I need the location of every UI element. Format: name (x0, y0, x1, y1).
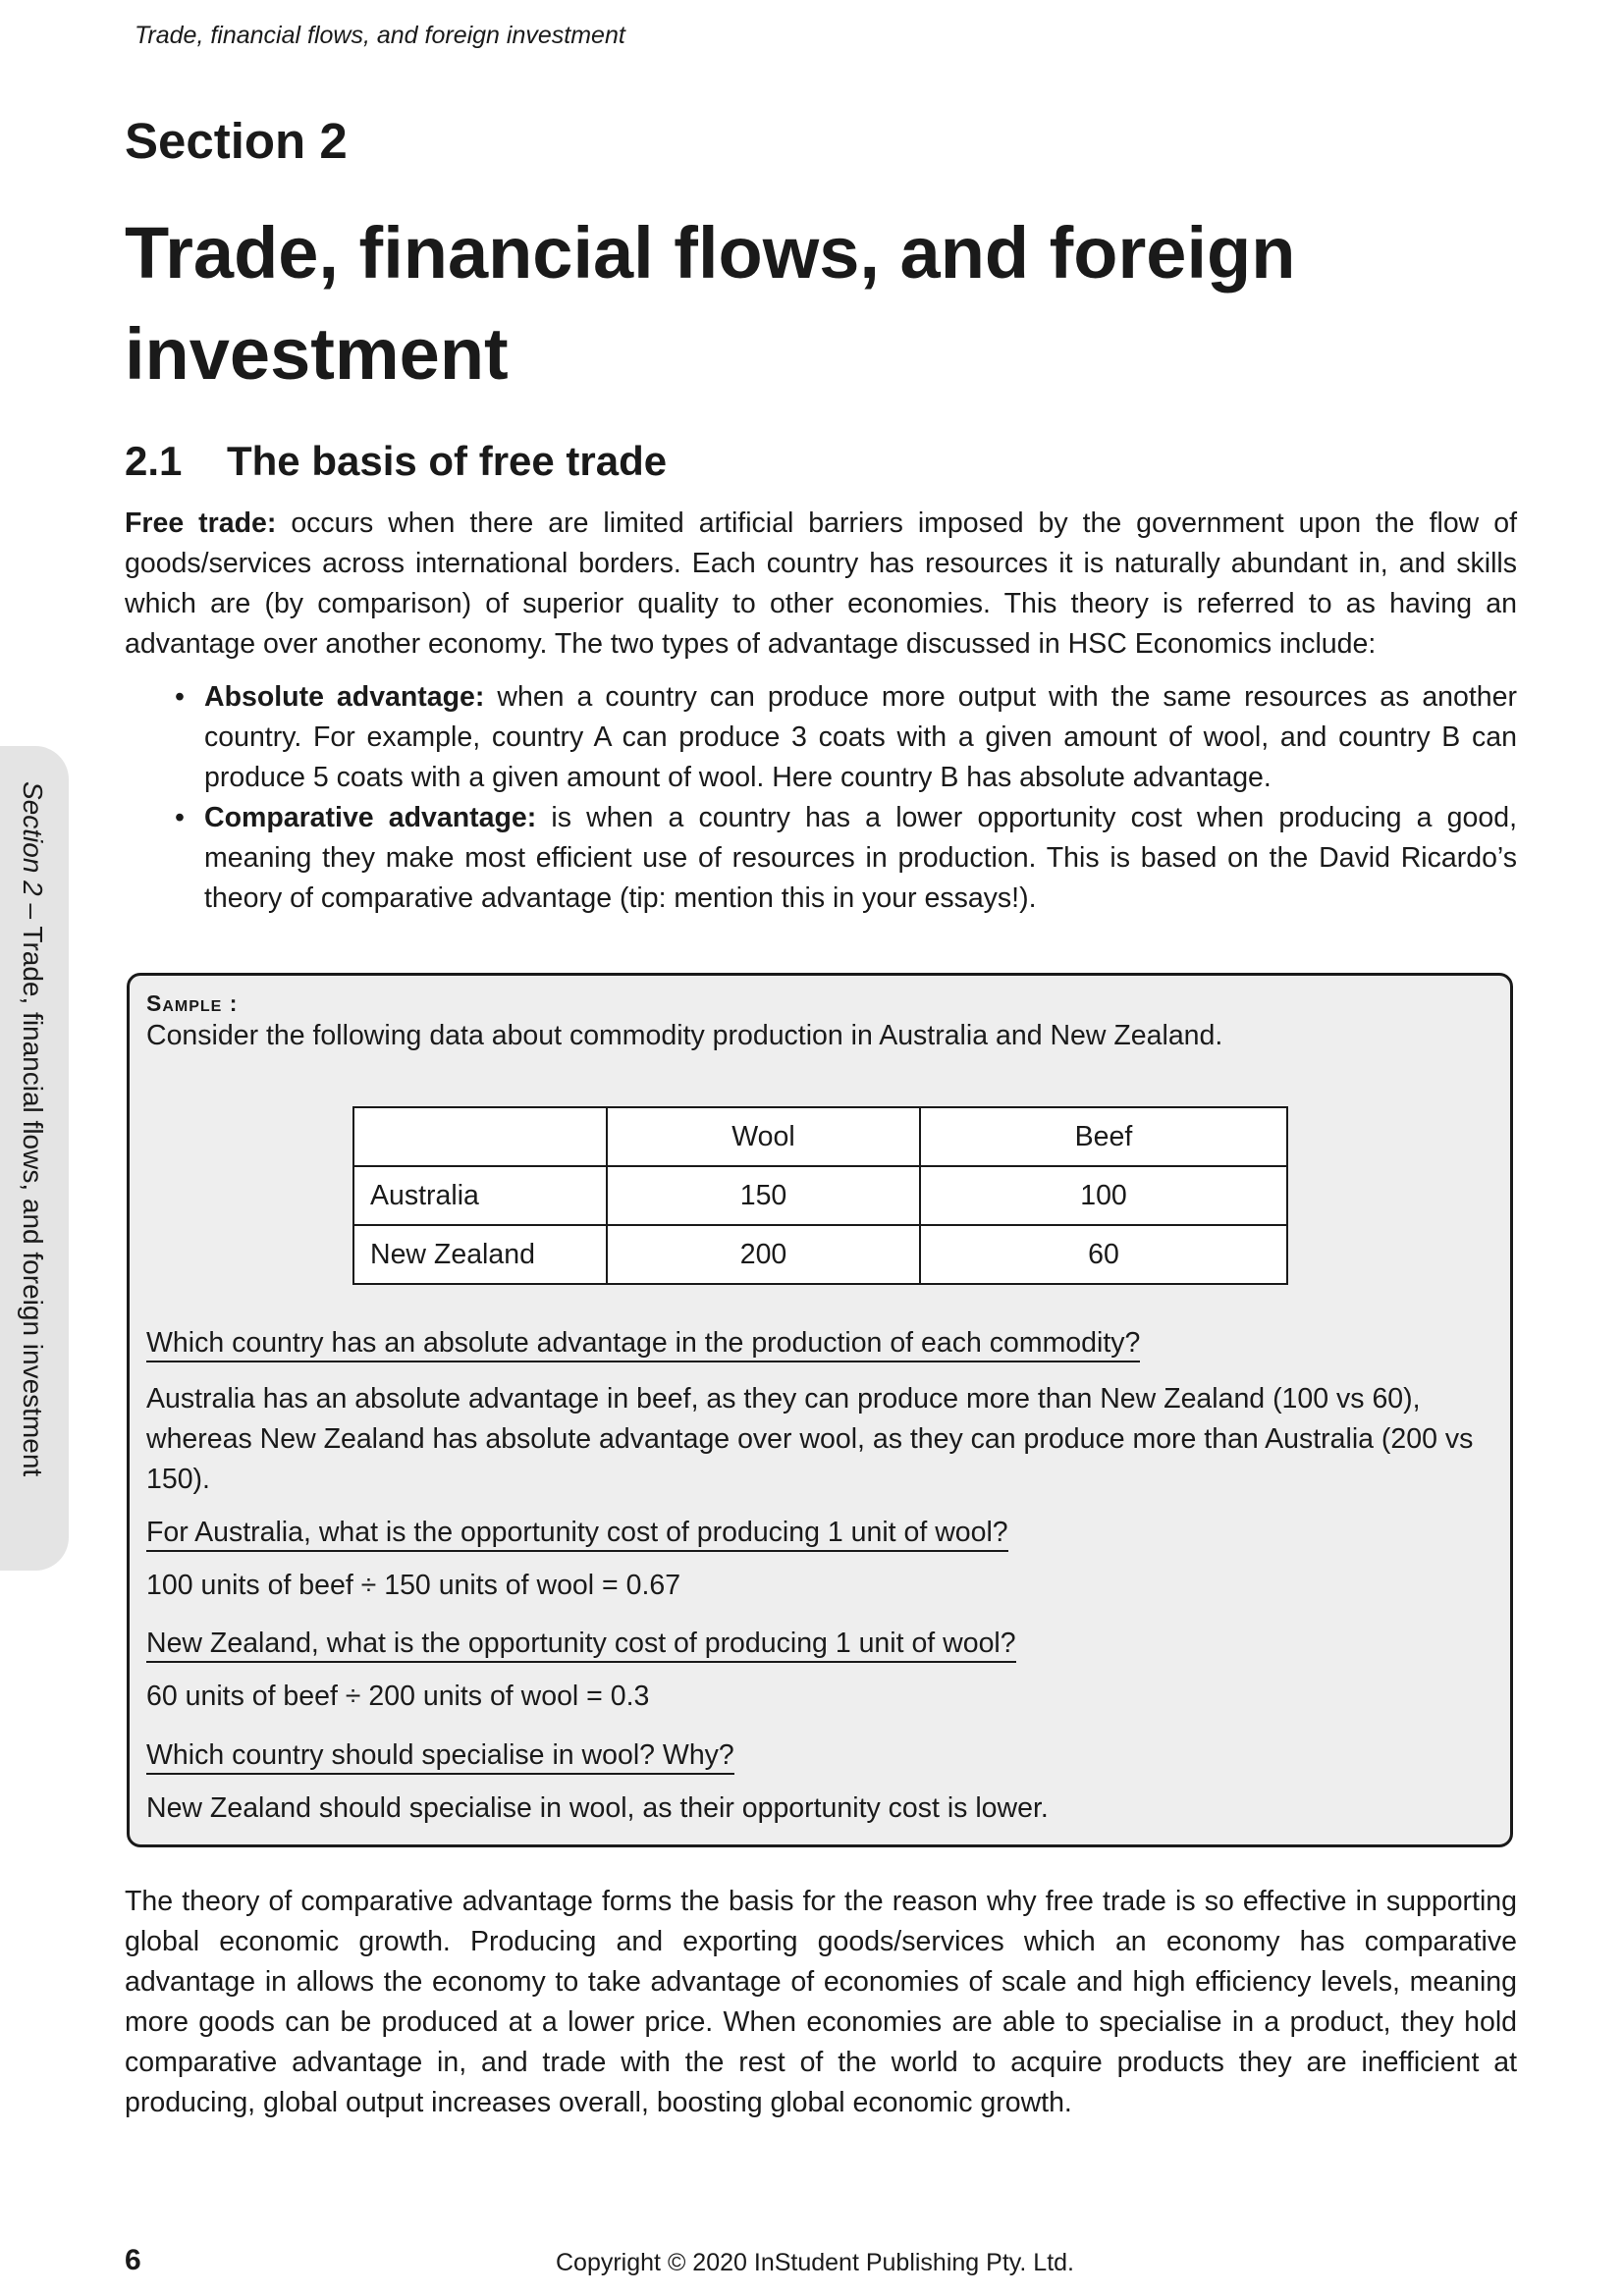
sample-box (127, 973, 1513, 1847)
production-table (352, 1106, 1288, 1285)
table-cell: New Zealand (353, 1225, 607, 1284)
intro-paragraph (125, 504, 1517, 665)
table-row (353, 1166, 1287, 1225)
advantage-list (175, 677, 1517, 919)
table-header-cell: Beef (920, 1107, 1287, 1166)
intro-text: occurs when there are limited artificial barriers imposed by the government upon the flow of goods/services across international borders. Each country has resources it is naturally abundant in, and skills which are (by comparison) of superior quality to other economies. This theory is referred to as having an advantage over another economy. The two types of advantage discussed in HSC Economics include: (125, 507, 1517, 660)
table-cell: 150 (607, 1166, 920, 1225)
bullet-text: when a country can produce more output with the same resources as another country. For example, country A can produce 3 coats with a given amount of wool, and country B can produce 5 coats with a given amount of wool. Here country B has absolute advantage. (204, 681, 1517, 793)
table-cell: 100 (920, 1166, 1287, 1225)
answer-2: 100 units of beef ÷ 150 units of wool = 0.67 (146, 1570, 681, 1601)
question-3: New Zealand, what is the opportunity cost of producing 1 unit of wool? (146, 1628, 1016, 1663)
intro-term: Free trade: (125, 507, 277, 539)
table-cell: 60 (920, 1225, 1287, 1284)
table-header-row (353, 1107, 1287, 1166)
subsection-title: The basis of free trade (227, 438, 668, 484)
table-header-cell (353, 1107, 607, 1166)
section-label: Section 2 (125, 113, 348, 169)
question-2: For Australia, what is the opportunity cost of producing 1 unit of wool? (146, 1517, 1008, 1552)
bullet-icon: • (175, 681, 185, 713)
side-tab-section: Section 2 (18, 781, 48, 896)
answer-4: New Zealand should specialise in wool, as their opportunity cost is lower. (146, 1792, 1049, 1824)
page-title: Trade, financial flows, and foreign investment (125, 212, 1296, 395)
bullet-text: is when a country has a lower opportunity cost when producing a good, meaning they make most efficient use of resources in production. This is based on the David Ricardo’s theory of comparative advantage (tip: mention this in your essays!). (204, 802, 1517, 914)
bullet-term: Absolute advantage: (204, 681, 485, 713)
table-row (353, 1225, 1287, 1284)
copyright-notice: Copyright © 2020 InStudent Publishing Pty. Ltd. (556, 2249, 1075, 2276)
list-item (175, 798, 1517, 919)
table-cell: Australia (353, 1166, 607, 1225)
question-4: Which country should specialise in wool? Why? (146, 1739, 734, 1775)
subsection-heading (125, 438, 667, 485)
bullet-term: Comparative advantage: (204, 802, 537, 833)
sample-intro: Consider the following data about commodity production in Australia and New Zealand. (146, 1020, 1223, 1051)
answer-1: Australia has an absolute advantage in beef, as they can produce more than New Zealand (100 vs 60), whereas New Zealand has absolute advantage over wool, as they can produce more than Australia (200 vs 150). (146, 1383, 1474, 1495)
bullet-icon: • (175, 802, 185, 833)
page-number: 6 (125, 2244, 141, 2276)
list-item (175, 677, 1517, 798)
subsection-number: 2.1 (125, 438, 183, 484)
side-tab-label (17, 781, 48, 1476)
sample-label: Sample : (146, 990, 239, 1016)
table-cell: 200 (607, 1225, 920, 1284)
running-header: Trade, financial flows, and foreign investment (135, 22, 625, 49)
answer-3: 60 units of beef ÷ 200 units of wool = 0.3 (146, 1681, 650, 1712)
table-header-cell: Wool (607, 1107, 920, 1166)
question-1: Which country has an absolute advantage in the production of each commodity? (146, 1327, 1140, 1362)
side-tab-title: – Trade, financial flows, and foreign investment (18, 895, 48, 1477)
closing-paragraph: The theory of comparative advantage forms the basis for the reason why free trade is so effective in supporting global economic growth. Producing and exporting goods/services which an economy has comparative advantage in allows the economy to take advantage of economies of scale and high efficiency levels, meaning more goods can be produced at a lower price. When economies are able to specialise in a product, they hold comparative advantage in, and trade with the rest of the world to acquire products they are inefficient at producing, global output increases overall, boosting global economic growth. (125, 1886, 1517, 2118)
